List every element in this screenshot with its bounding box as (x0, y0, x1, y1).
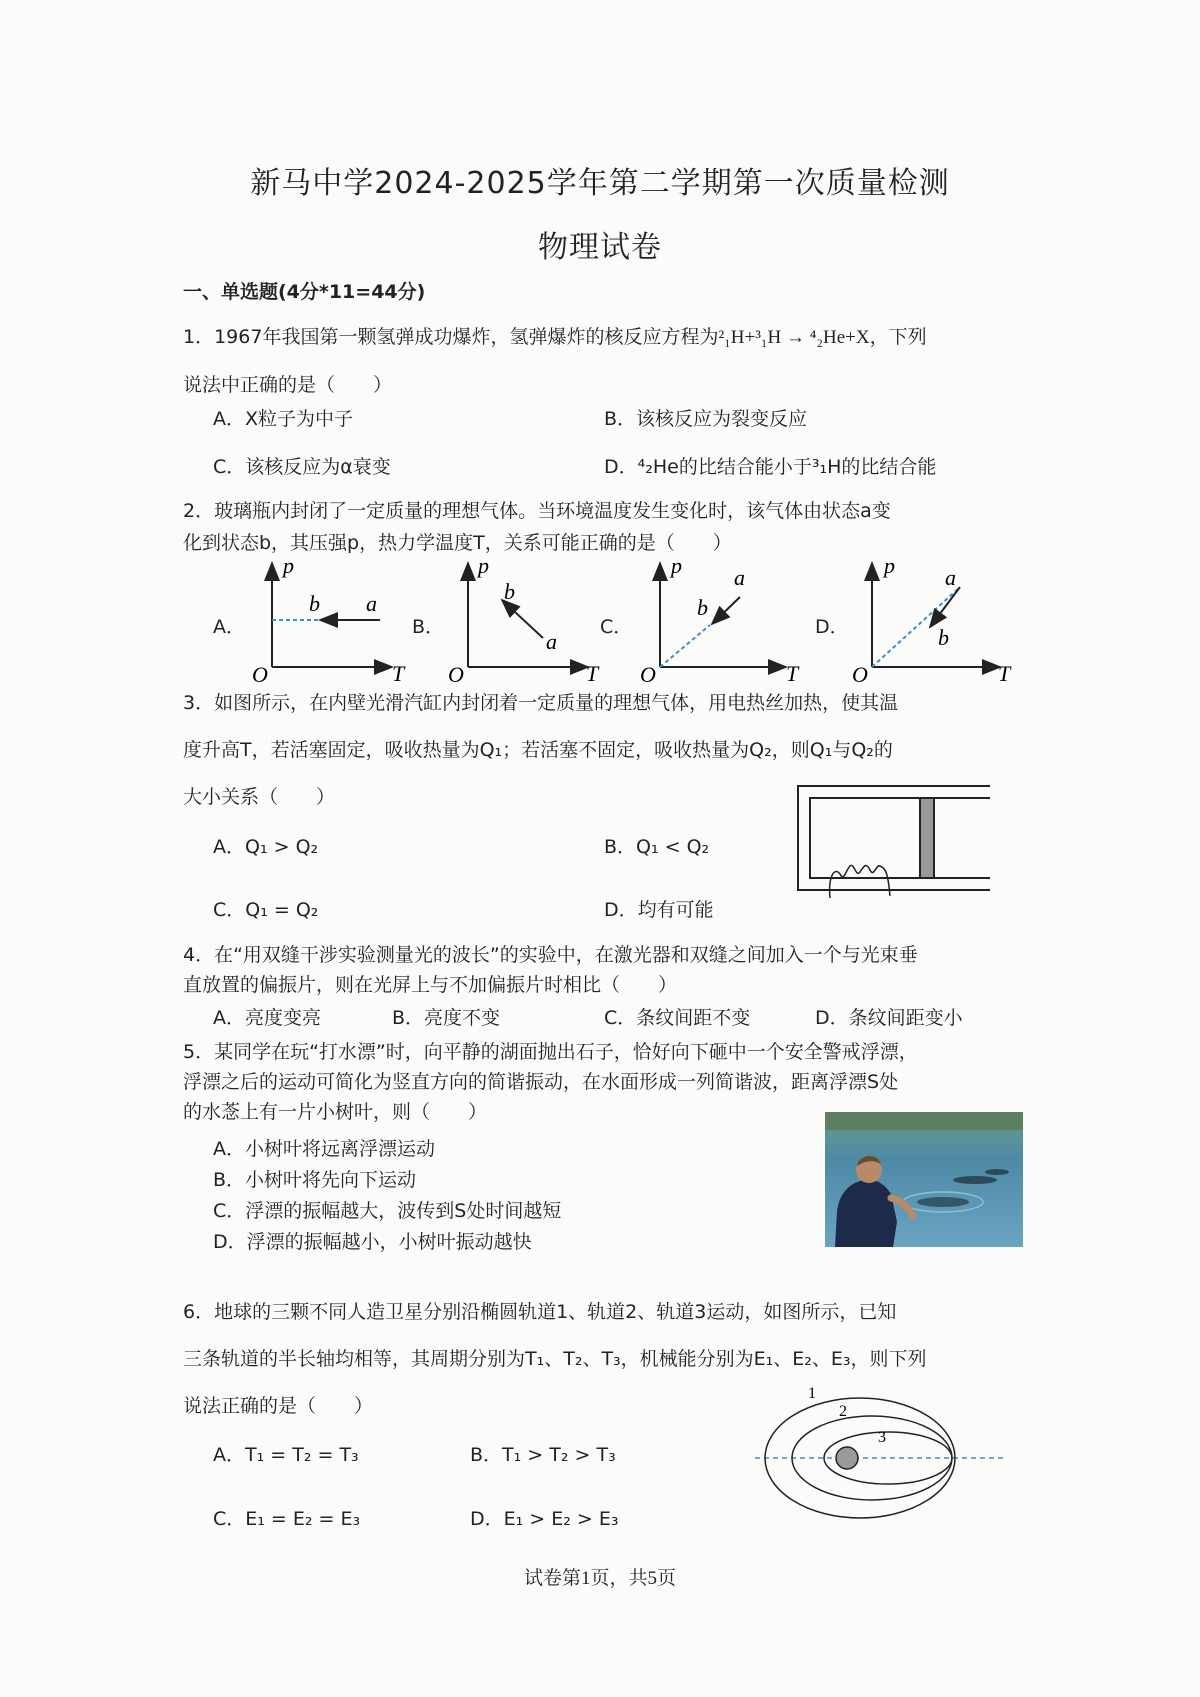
q4-option-d[interactable]: D．条纹间距变小 (815, 1007, 963, 1029)
q1-option-b[interactable]: B．该核反应为裂变反应 (604, 408, 808, 430)
q3-option-b[interactable]: B．Q₁ < Q₂ (604, 836, 710, 858)
q2-option-b-label[interactable]: B． (412, 616, 445, 638)
orbit-label-1: 1 (808, 1385, 816, 1402)
q3-stem-line3: 大小关系（ ） (183, 786, 336, 808)
q4-option-a[interactable]: A．亮度变亮 (213, 1007, 321, 1029)
state-b-label: b (697, 595, 708, 620)
q2-graph-d (852, 555, 1012, 685)
q2-graph-a (252, 555, 406, 685)
q3-option-c[interactable]: C．Q₁ = Q₂ (213, 899, 319, 921)
q5-lake-photo (825, 1112, 1023, 1247)
q2-stem-line2: 化到状态b，其压强p，热力学温度T，关系可能正确的是（ ） (183, 532, 732, 554)
q4-stem-line1: 4．在“用双缝干涉实验测量光的波长”的实验中，在激光器和双缝之间加入一个与光束垂 (183, 944, 918, 966)
q6-option-d[interactable]: D．E₁ > E₂ > E₃ (470, 1508, 619, 1530)
state-a-label: a (546, 629, 557, 654)
axis-t-label: T (786, 661, 799, 685)
q5-stem-line2: 浮漂之后的运动可简化为竖直方向的简谐振动，在水面形成一列简谐波，距离浮漂S处 (183, 1071, 899, 1093)
axis-p-label: p (283, 555, 294, 578)
q2-option-c-label[interactable]: C． (600, 616, 633, 638)
q6-option-c[interactable]: C．E₁ = E₂ = E₃ (213, 1508, 361, 1530)
q1-option-a[interactable]: A．X粒子为中子 (213, 408, 354, 430)
exam-subject-title: 物理试卷 (538, 230, 662, 265)
axis-t-label: T (392, 661, 405, 685)
state-a-label: a (366, 591, 377, 616)
earth (836, 1447, 858, 1469)
q5-option-a[interactable]: A．小树叶将远离浮漂运动 (213, 1138, 435, 1160)
q2-option-a-label[interactable]: A． (213, 616, 245, 638)
q5-stem-line3: 的水菍上有一片小树叶，则（ ） (183, 1101, 488, 1123)
q6-stem-line3: 说法正确的是（ ） (183, 1395, 374, 1417)
q3-cylinder-diagram (790, 778, 1000, 898)
orbit-label-3: 3 (878, 1429, 886, 1446)
q6-orbit-diagram (750, 1382, 1010, 1522)
q4-option-c[interactable]: C．条纹间距不变 (604, 1007, 751, 1029)
state-b-label: b (938, 625, 949, 650)
origin-label: O (252, 662, 268, 685)
axis-p-label: p (671, 555, 682, 578)
q2-stem-line1: 2．玻璃瓶内封闭了一定质量的理想气体。当环境温度发生变化时，该气体由状态a变 (183, 500, 891, 522)
origin-label: O (640, 662, 656, 685)
q4-option-b[interactable]: B．亮度不变 (392, 1007, 501, 1029)
q6-option-a[interactable]: A．T₁ = T₂ = T₃ (213, 1444, 359, 1466)
page-footer: 试卷第1页，共5页 (523, 1568, 676, 1589)
q1-option-d[interactable]: D．⁴₂He的比结合能小于³₁H的比结合能 (604, 456, 937, 478)
state-a-label: a (945, 565, 956, 590)
q6-option-b[interactable]: B．T₁ > T₂ > T₃ (470, 1444, 616, 1466)
q6-stem-line1: 6．地球的三颗不同人造卫星分别沿椭圆轨道1、轨道2、轨道3运动，如图所示，已知 (183, 1301, 897, 1323)
axis-p-label: p (884, 555, 895, 578)
q2-graph-c (640, 555, 800, 685)
q3-option-a[interactable]: A．Q₁ > Q₂ (213, 836, 319, 858)
exam-school-title: 新马中学2024-2025学年第二学期第一次质量检测 (250, 166, 950, 201)
q5-option-b[interactable]: B．小树叶将先向下运动 (213, 1169, 417, 1191)
q1-option-c[interactable]: C．该核反应为α衰变 (213, 456, 391, 478)
state-b-label: b (309, 591, 320, 616)
section-heading-single-choice: 一、单选题(4分*11=44分) (183, 281, 426, 303)
q4-stem-line2: 直放置的偏振片，则在光屏上与不加偏振片时相比（ ） (183, 974, 678, 996)
q1-stem: 1．1967年我国第一颗氢弹成功爆炸，氢弹爆炸的核反应方程为²₁H+³₁H → ⁴₂He+X，下列 (183, 326, 927, 348)
q3-option-d[interactable]: D．均有可能 (604, 899, 714, 921)
q2-pt-graphs (0, 555, 1200, 685)
origin-label: O (852, 662, 868, 685)
axis-t-label: T (586, 661, 599, 685)
axis-p-label: p (478, 555, 489, 578)
q5-option-d[interactable]: D．浮漂的振幅越小，小树叶振动越快 (213, 1231, 532, 1253)
q1-nuclear-equation: ²₁H+³₁H → ⁴₂He+X (718, 327, 870, 348)
q6-stem-line2: 三条轨道的半长轴均相等，其周期分别为T₁、T₂、T₃，机械能分别为E₁、E₂、E₃，则下列 (183, 1348, 927, 1370)
q2-option-d-label[interactable]: D． (815, 616, 849, 638)
orbit-label-2: 2 (839, 1403, 847, 1420)
origin-label: O (448, 662, 464, 685)
q5-stem-line1: 5．某同学在玩“打水漂”时，向平静的湖面抛出石子，恰好向下砸中一个安全警戒浮漂， (183, 1041, 918, 1063)
axis-t-label: T (998, 661, 1011, 685)
state-b-label: b (504, 579, 515, 604)
q3-stem-line1: 3．如图所示，在内壁光滑汽缸内封闭着一定质量的理想气体，用电热丝加热，使其温 (183, 692, 899, 714)
q1-stem-cont: 说法中正确的是（ ） (183, 374, 393, 396)
q2-graph-b (448, 555, 600, 685)
heating-wire (830, 865, 890, 898)
q3-stem-line2: 度升高T，若活塞固定，吸收热量为Q₁；若活塞不固定，吸收热量为Q₂，则Q₁与Q₂的 (183, 739, 893, 761)
state-a-label: a (734, 565, 745, 590)
piston (920, 798, 934, 878)
q5-option-c[interactable]: C．浮漂的振幅越大，波传到S处时间越短 (213, 1200, 562, 1222)
